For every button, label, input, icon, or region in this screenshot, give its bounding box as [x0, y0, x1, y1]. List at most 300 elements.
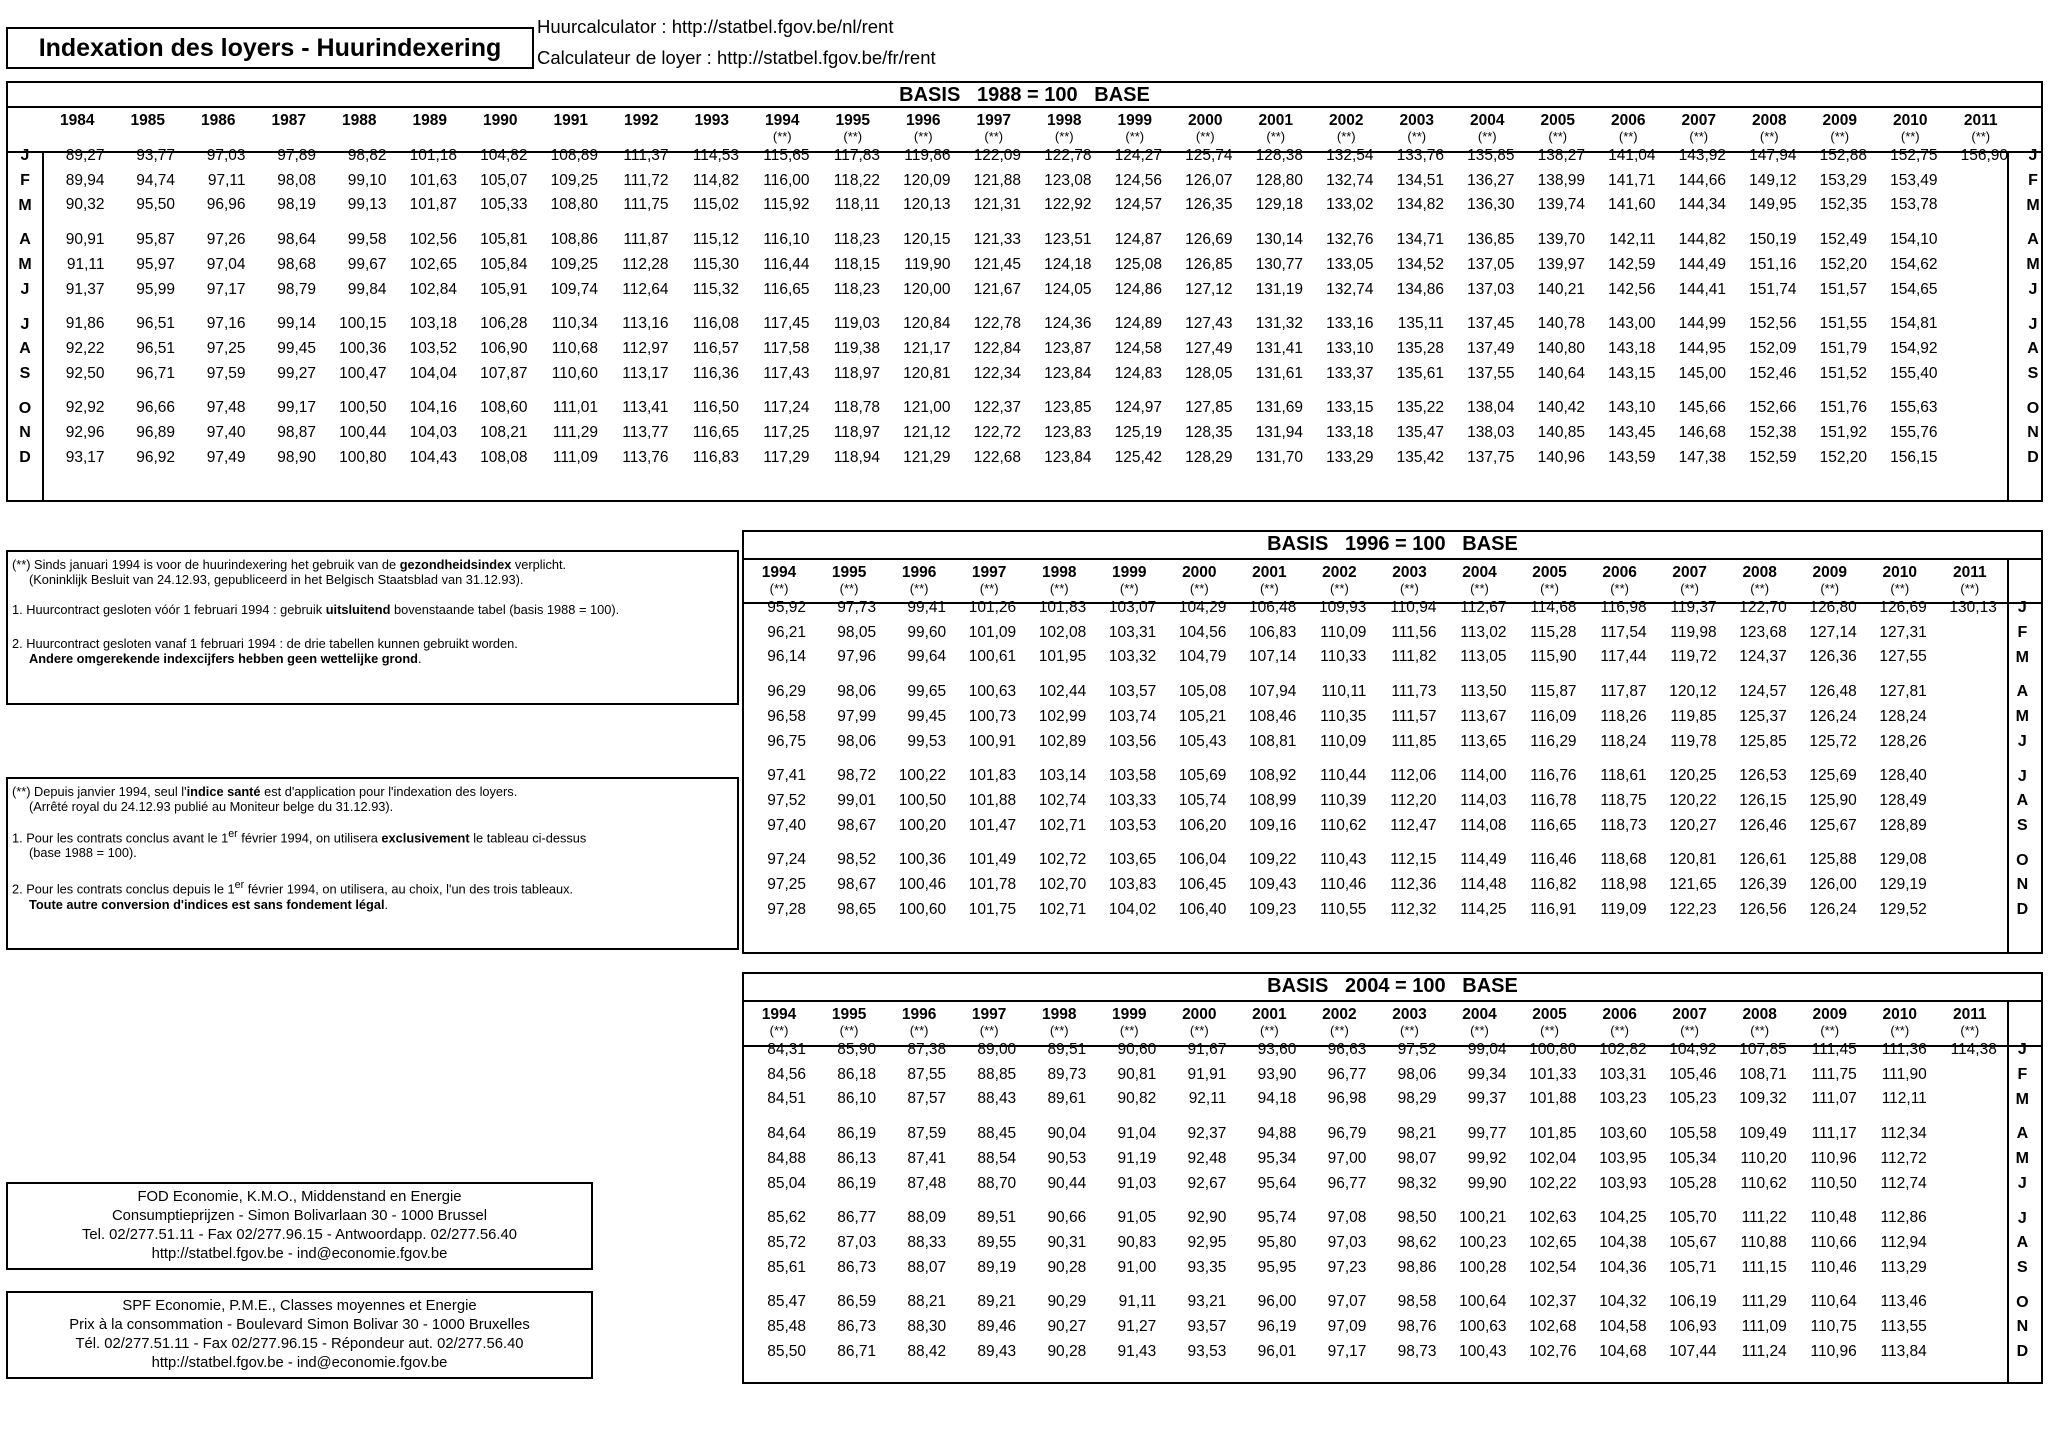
index-value: 105,23	[1669, 1090, 1717, 1108]
index-value: 138,04	[1467, 399, 1515, 417]
index-value: 85,90	[837, 1041, 877, 1058]
index-value: 117,29	[763, 448, 810, 466]
year-note: (**)	[1759, 129, 1779, 144]
index-value: 127,81	[1879, 683, 1927, 701]
index-value: 111,09	[552, 448, 598, 466]
divider	[743, 558, 2042, 560]
index-value: 130,13	[1949, 599, 1997, 616]
contact-line[interactable]: http://statbel.fgov.be - ind@economie.fgov.be	[151, 1355, 448, 1371]
index-value: 90,28	[1047, 1342, 1087, 1360]
year-note: (**)	[1610, 1023, 1629, 1038]
index-value: 103,52	[409, 339, 457, 357]
index-value: 87,59	[907, 1125, 947, 1143]
index-value: 86,71	[837, 1342, 877, 1360]
year-note: (**)	[1470, 1023, 1489, 1038]
index-value: 122,78	[973, 315, 1021, 333]
index-value: 98,76	[1397, 1318, 1437, 1336]
year-note: (**)	[909, 581, 929, 596]
index-value: 103,95	[1599, 1149, 1647, 1167]
month-label: J	[2017, 599, 2027, 617]
year-header: 1992	[624, 112, 659, 129]
index-value	[1935, 1206, 2005, 1231]
index-value: 96,29	[767, 683, 807, 701]
index-value: 121,65	[1669, 876, 1717, 894]
index-value: 102,37	[1529, 1293, 1577, 1311]
index-value: 89,21	[977, 1293, 1017, 1311]
index-value: 97,41	[767, 767, 807, 785]
index-value: 96,19	[1257, 1318, 1297, 1336]
note-nl	[6, 550, 739, 705]
index-value: 98,06	[837, 683, 877, 701]
index-value	[1935, 848, 2005, 873]
month-label: S	[2017, 816, 2028, 834]
table-row	[744, 1172, 2040, 1197]
index-value: 152,20	[1819, 448, 1867, 466]
index-value: 105,43	[1178, 732, 1227, 750]
index-value: 101,87	[409, 196, 457, 214]
year-header: 2005	[1532, 564, 1567, 581]
index-value: 131,61	[1255, 364, 1303, 382]
index-value: 144,95	[1678, 339, 1726, 357]
index-value: 103,33	[1108, 791, 1157, 809]
index-value: 103,07	[1108, 599, 1157, 616]
url-nl[interactable]: Huurcalculator : http://statbel.fgov.be/nl/rent	[537, 16, 894, 37]
index-value: 100,61	[968, 648, 1017, 666]
index-value: 99,64	[907, 648, 947, 666]
index-value: 110,11	[1321, 683, 1367, 701]
index-value: 112,20	[1390, 791, 1437, 809]
index-value: 131,41	[1255, 339, 1303, 357]
index-value	[1946, 253, 2017, 278]
year-header: 1993	[694, 112, 729, 129]
index-value: 114,48	[1460, 876, 1507, 894]
index-value: 104,16	[409, 399, 457, 417]
index-value: 88,09	[907, 1209, 947, 1227]
index-value: 85,47	[767, 1293, 807, 1311]
index-value: 96,51	[136, 315, 175, 333]
index-value	[1935, 814, 2005, 839]
index-value: 120,27	[1669, 816, 1717, 834]
index-value: 110,62	[1320, 816, 1367, 834]
index-value: 107,44	[1669, 1342, 1717, 1360]
index-value: 117,45	[763, 315, 810, 333]
index-value: 118,23	[833, 280, 880, 298]
month-label: M	[2015, 648, 2029, 666]
index-value: 97,11	[207, 171, 246, 189]
index-value: 105,07	[480, 171, 528, 189]
contact-line: Consumptieprijzen - Simon Bolivarlaan 30 - 1000 Brussel	[111, 1208, 488, 1224]
index-value: 132,54	[1326, 147, 1374, 164]
index-value: 143,00	[1608, 315, 1656, 333]
index-value: 127,12	[1185, 280, 1233, 298]
index-value: 143,10	[1608, 399, 1656, 417]
index-value: 111,45	[1811, 1041, 1857, 1058]
index-value: 122,92	[1044, 196, 1092, 214]
year-header: 2006	[1602, 1006, 1637, 1023]
index-value: 98,29	[1397, 1090, 1437, 1108]
year-header: 1985	[130, 112, 165, 129]
index-value: 152,49	[1819, 231, 1867, 249]
index-value: 149,12	[1749, 171, 1797, 189]
index-value: 142,56	[1608, 280, 1656, 298]
index-value: 118,68	[1600, 851, 1647, 869]
note-text: le tableau ci-dessus	[469, 830, 587, 846]
index-value: 97,17	[1327, 1342, 1367, 1360]
index-value: 112,11	[1881, 1090, 1927, 1108]
index-value: 106,93	[1669, 1318, 1717, 1336]
index-value: 116,10	[763, 231, 810, 249]
index-value: 113,29	[1880, 1258, 1927, 1276]
year-note: (**)	[843, 129, 863, 144]
index-value: 126,53	[1739, 767, 1787, 785]
year-header: 2011	[1963, 112, 1998, 129]
index-value: 110,50	[1810, 1174, 1857, 1192]
index-value: 88,54	[977, 1149, 1017, 1167]
index-value: 95,74	[1257, 1209, 1297, 1227]
index-value: 124,37	[1739, 648, 1787, 666]
table-row	[744, 645, 2040, 670]
index-value: 85,50	[767, 1342, 807, 1360]
index-value	[1935, 789, 2005, 814]
index-value: 112,97	[622, 339, 669, 357]
index-value: 135,11	[1397, 315, 1444, 333]
month-label: O	[2016, 1293, 2029, 1311]
year-header: 2004	[1470, 112, 1505, 129]
index-value	[1935, 680, 2005, 705]
index-value: 125,90	[1809, 791, 1857, 809]
index-value: 119,03	[833, 315, 880, 333]
index-value: 90,91	[65, 231, 105, 249]
index-value: 113,65	[1460, 732, 1507, 750]
index-value: 128,40	[1879, 767, 1927, 785]
contact-fr	[6, 1291, 593, 1379]
index-value: 101,47	[968, 816, 1017, 834]
index-value: 118,22	[833, 171, 880, 189]
index-value: 92,95	[1187, 1233, 1227, 1251]
index-value: 99,60	[907, 623, 947, 641]
index-value: 97,07	[1327, 1293, 1367, 1311]
index-value: 100,73	[968, 707, 1017, 725]
year-note: (**)	[979, 1023, 999, 1038]
index-value: 128,26	[1879, 732, 1927, 750]
index-value: 123,83	[1044, 424, 1092, 442]
index-value: 103,58	[1108, 767, 1157, 785]
index-value: 155,40	[1890, 364, 1938, 382]
note-text: février 1994, on utilisera	[237, 830, 382, 846]
index-value: 93,21	[1187, 1293, 1227, 1311]
month-label: M	[18, 256, 32, 274]
index-value: 101,78	[968, 876, 1017, 894]
index-value: 86,13	[837, 1149, 877, 1167]
index-value: 104,32	[1599, 1293, 1647, 1311]
index-value: 103,74	[1108, 707, 1157, 725]
table-row	[744, 1122, 2040, 1147]
index-value: 104,29	[1178, 599, 1227, 616]
index-value: 126,46	[1739, 816, 1787, 834]
year-note: (**)	[1259, 581, 1279, 596]
index-value: 117,25	[763, 424, 810, 442]
index-value: 92,92	[65, 399, 105, 417]
index-value: 101,18	[409, 147, 457, 164]
year-note: (**)	[1960, 1023, 1980, 1038]
index-value: 151,16	[1749, 255, 1797, 273]
year-header: 2004	[1462, 564, 1497, 581]
index-value: 113,84	[1880, 1342, 1927, 1360]
index-value: 124,56	[1114, 171, 1162, 189]
index-value: 110,88	[1740, 1233, 1787, 1251]
table-1988-heading: BASIS 1988 = 100 BASE	[899, 84, 1150, 106]
index-value: 106,40	[1178, 900, 1227, 918]
index-value: 116,91	[1530, 900, 1577, 918]
index-value: 122,68	[973, 448, 1021, 466]
index-value: 126,48	[1809, 683, 1857, 701]
index-value: 117,54	[1600, 623, 1647, 641]
table-row	[744, 1206, 2040, 1231]
index-value: 100,43	[1459, 1342, 1507, 1360]
index-value: 108,08	[480, 448, 528, 466]
month-label: A	[2016, 1125, 2029, 1143]
index-value: 128,38	[1255, 147, 1303, 164]
index-value: 112,72	[1880, 1149, 1927, 1167]
index-value: 119,98	[1670, 623, 1717, 641]
index-value: 111,82	[1391, 648, 1437, 666]
year-header: 2011	[1953, 564, 1987, 581]
index-value: 122,37	[973, 399, 1021, 417]
index-value: 120,12	[1669, 683, 1717, 701]
index-value: 105,21	[1178, 707, 1227, 725]
index-value: 98,82	[347, 147, 387, 164]
month-label: F	[2017, 1066, 2028, 1084]
index-value: 104,03	[409, 424, 457, 442]
index-value: 105,28	[1669, 1174, 1717, 1192]
index-value: 98,79	[277, 280, 316, 298]
index-value: 84,51	[767, 1090, 807, 1108]
year-header: 2001	[1252, 1006, 1287, 1023]
month-label: J	[20, 315, 30, 333]
index-value: 87,48	[907, 1174, 947, 1192]
table-row	[8, 396, 2048, 421]
year-header: 1995	[835, 112, 870, 129]
index-value: 140,78	[1537, 315, 1585, 333]
year-header: 2000	[1182, 1006, 1217, 1023]
index-value: 100,20	[898, 816, 947, 834]
index-value: 108,86	[550, 231, 598, 249]
index-value: 98,08	[277, 171, 316, 189]
index-value: 120,22	[1669, 791, 1717, 809]
index-value: 111,22	[1741, 1209, 1787, 1227]
index-value: 101,83	[968, 767, 1017, 785]
table-row	[744, 1290, 2040, 1315]
index-value: 103,31	[1108, 623, 1157, 641]
index-value: 102,08	[1038, 623, 1087, 641]
index-value: 104,56	[1178, 623, 1227, 641]
index-value: 152,75	[1890, 147, 1938, 164]
index-value: 139,74	[1537, 196, 1585, 214]
index-value	[1946, 228, 2017, 253]
index-value: 91,11	[66, 255, 105, 273]
table-row	[8, 362, 2048, 387]
index-value: 137,03	[1467, 280, 1515, 298]
index-value: 137,55	[1467, 364, 1515, 382]
index-value: 108,80	[550, 196, 598, 214]
index-value: 102,65	[409, 255, 457, 273]
index-value: 143,59	[1608, 448, 1656, 466]
index-value: 118,75	[1600, 791, 1647, 809]
index-value: 98,72	[837, 767, 877, 785]
index-value: 98,07	[1397, 1149, 1437, 1167]
year-header: 2000	[1188, 112, 1223, 129]
index-value: 98,68	[277, 255, 316, 273]
table-row	[744, 1340, 2040, 1365]
index-value: 88,70	[977, 1174, 1017, 1192]
index-value: 125,88	[1809, 851, 1857, 869]
index-value: 115,32	[692, 280, 739, 298]
table-row	[8, 193, 2048, 218]
index-value: 118,97	[833, 364, 880, 382]
index-value: 91,03	[1117, 1174, 1157, 1192]
year-header: 1994	[761, 1006, 797, 1023]
year-header: 1998	[1047, 112, 1082, 129]
contact-line[interactable]: http://statbel.fgov.be - ind@economie.fgov.be	[151, 1246, 448, 1262]
index-value: 102,65	[1529, 1233, 1577, 1251]
index-value: 154,92	[1890, 339, 1938, 357]
index-value	[1935, 1087, 2005, 1112]
index-value: 96,75	[767, 732, 807, 750]
year-header: 1996	[906, 112, 941, 129]
index-value: 128,80	[1255, 171, 1303, 189]
index-value: 127,49	[1185, 339, 1233, 357]
index-value: 116,44	[763, 255, 810, 273]
index-value: 121,88	[973, 171, 1021, 189]
year-header: 1995	[831, 564, 867, 581]
index-value: 85,62	[767, 1209, 807, 1227]
index-value: 91,05	[1117, 1209, 1157, 1227]
index-value: 115,65	[763, 147, 810, 164]
year-note	[395, 130, 466, 144]
month-label: A	[2016, 683, 2029, 701]
index-value: 149,95	[1749, 196, 1797, 214]
index-value: 112,32	[1390, 900, 1437, 918]
index-value: 152,46	[1749, 364, 1797, 382]
index-value: 104,79	[1178, 648, 1227, 666]
divider	[743, 1000, 2042, 1002]
index-value: 92,96	[65, 424, 105, 442]
index-value: 126,69	[1185, 231, 1233, 249]
index-value: 88,45	[977, 1125, 1017, 1143]
year-header: 1997	[971, 564, 1007, 581]
year-header: 1997	[976, 112, 1011, 129]
index-value: 99,45	[907, 707, 947, 725]
index-value: 118,11	[834, 196, 880, 214]
year-note: (**)	[1119, 1023, 1139, 1038]
index-value: 101,49	[968, 851, 1017, 869]
index-value: 101,75	[968, 900, 1017, 918]
index-value: 110,43	[1320, 851, 1367, 869]
index-value: 119,90	[904, 255, 951, 273]
year-note: (**)	[1125, 129, 1145, 144]
year-note	[536, 130, 607, 144]
index-value: 113,02	[1460, 623, 1507, 641]
index-value: 90,28	[1047, 1258, 1087, 1276]
index-value: 114,25	[1460, 900, 1507, 918]
year-note	[42, 130, 113, 144]
index-value: 116,98	[1600, 599, 1647, 616]
index-value: 101,63	[409, 171, 457, 189]
index-value: 121,00	[903, 399, 951, 417]
index-value: 133,18	[1326, 424, 1374, 442]
index-value: 130,14	[1255, 231, 1303, 249]
year-note: (**)	[1540, 581, 1559, 596]
month-label: M	[2026, 256, 2040, 274]
index-value: 102,63	[1529, 1209, 1577, 1227]
index-value: 96,51	[136, 339, 175, 357]
index-value: 144,49	[1678, 255, 1726, 273]
index-value: 106,90	[480, 339, 528, 357]
index-value: 122,70	[1739, 599, 1787, 616]
month-label: A	[19, 231, 31, 249]
index-value: 96,58	[767, 707, 807, 725]
index-value: 122,84	[973, 339, 1021, 357]
year-header: 2008	[1752, 112, 1787, 129]
index-value: 97,59	[206, 364, 246, 382]
index-value: 134,82	[1396, 196, 1444, 214]
index-value: 105,70	[1669, 1209, 1717, 1227]
index-value: 128,89	[1879, 816, 1927, 834]
month-label: S	[19, 364, 31, 382]
month-label: N	[2016, 1318, 2029, 1336]
index-value: 126,69	[1879, 599, 1927, 616]
index-value: 124,57	[1739, 683, 1787, 701]
note-text: .	[418, 651, 422, 666]
year-note	[324, 130, 395, 144]
index-value: 97,96	[837, 648, 877, 666]
year-header: 2005	[1532, 1006, 1567, 1023]
note-text: 1. Pour les contrats conclus avant le 1	[12, 830, 229, 846]
index-value: 90,60	[1117, 1041, 1157, 1058]
index-value: 108,81	[1248, 732, 1297, 750]
index-value: 102,71	[1038, 900, 1087, 918]
month-label: M	[2015, 708, 2029, 726]
index-value: 110,94	[1390, 599, 1437, 616]
index-value: 91,19	[1117, 1149, 1157, 1167]
index-value: 135,28	[1396, 339, 1444, 357]
table-row	[744, 1231, 2040, 1256]
index-value: 118,97	[833, 424, 880, 442]
index-value: 111,72	[623, 171, 669, 189]
url-fr[interactable]: Calculateur de loyer : http://statbel.fgov.be/fr/rent	[537, 47, 936, 68]
index-value: 102,54	[1529, 1258, 1577, 1276]
index-value: 105,84	[480, 255, 528, 273]
month-label: M	[2015, 1090, 2029, 1108]
index-value: 102,82	[1599, 1041, 1647, 1058]
index-value: 101,09	[968, 623, 1017, 641]
index-value: 131,69	[1255, 399, 1303, 417]
index-value: 116,82	[1530, 876, 1577, 894]
index-value: 118,98	[1600, 876, 1647, 894]
index-value	[1946, 278, 2017, 303]
note-text: (**) Sinds januari 1994 is voor de huurindexering het gebruik van de	[12, 557, 400, 572]
index-value: 122,34	[973, 364, 1021, 382]
index-value	[1935, 621, 2005, 646]
index-value: 114,03	[1460, 791, 1507, 809]
index-value: 97,09	[1327, 1318, 1367, 1336]
year-note	[606, 130, 677, 144]
index-value: 89,73	[1047, 1065, 1087, 1083]
index-value: 124,97	[1114, 399, 1162, 417]
year-note: (**)	[1680, 581, 1700, 596]
note-sup: er	[228, 828, 238, 840]
index-value: 126,07	[1185, 171, 1233, 189]
